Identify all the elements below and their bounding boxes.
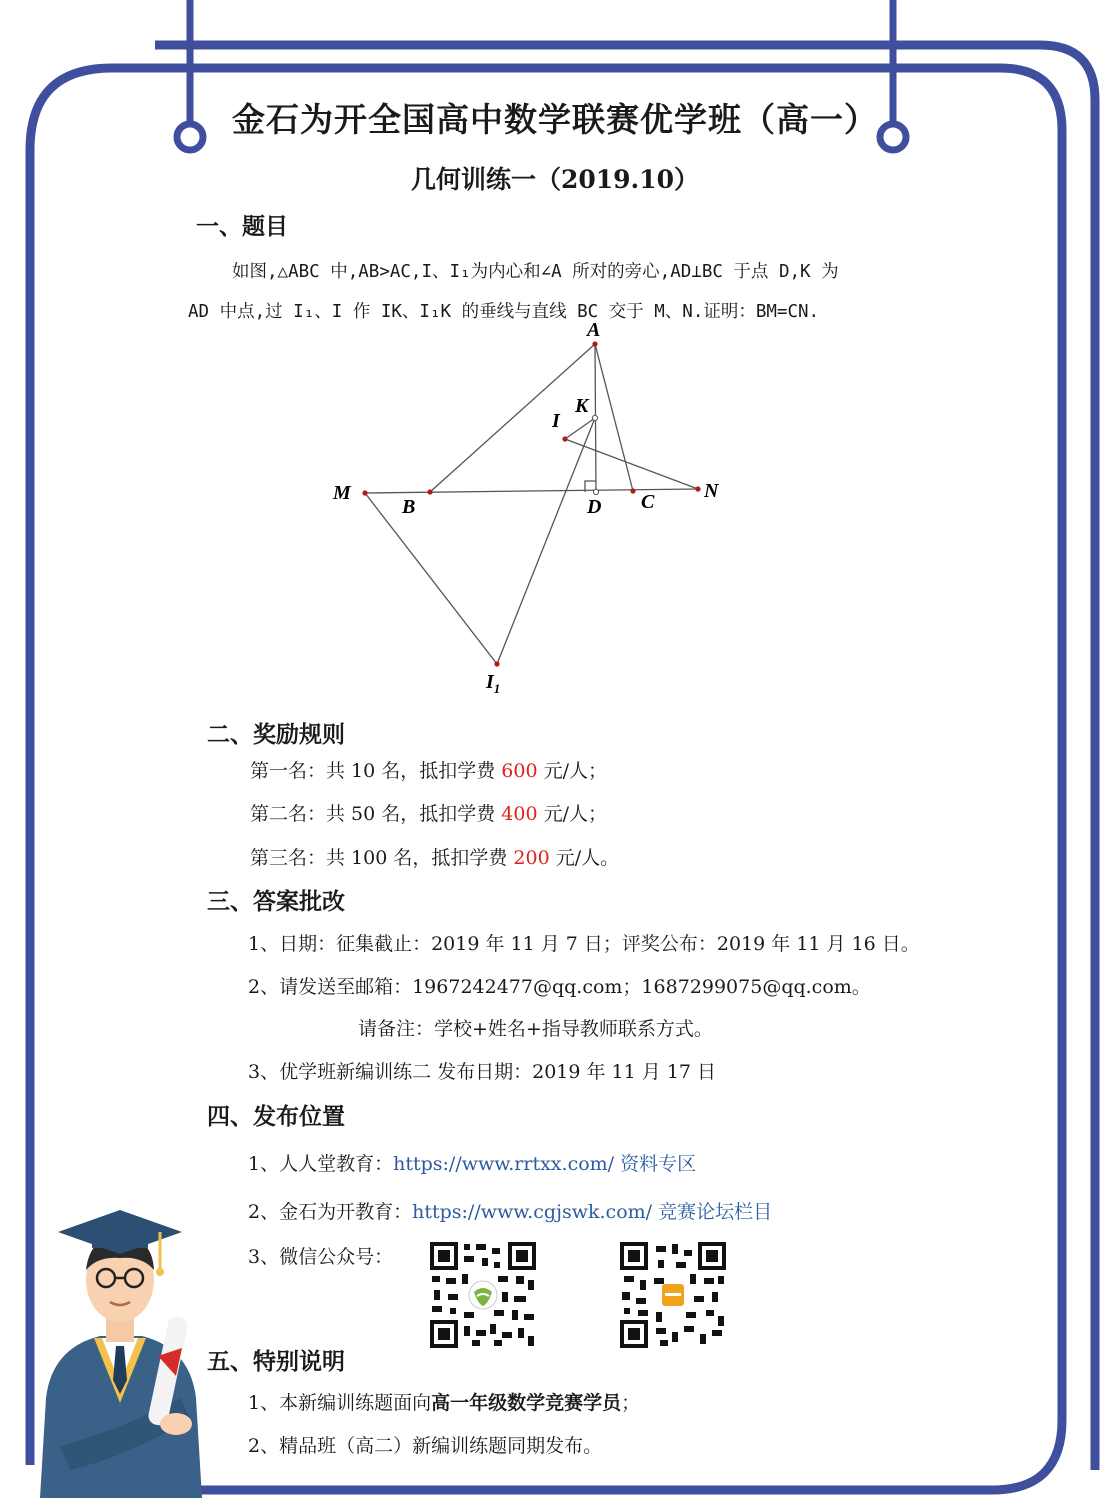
- point-d: [593, 489, 598, 494]
- problem-text-line1: 如图,△ABC 中,AB>AC,I、I₁为内心和∠A 所对的旁心,AD⊥BC 于点 D,K 为: [232, 262, 839, 282]
- segment-ac: [595, 344, 633, 491]
- label-c: C: [641, 491, 655, 513]
- reward-amount-2: 400: [501, 803, 538, 825]
- graduate-illustration: [30, 1198, 210, 1498]
- next-release-line: 3、优学班新编训练二 发布日期：2019 年 11 月 17 日: [248, 1061, 717, 1083]
- email-line: 2、请发送至邮箱：1967242477@qq.com；1687299075@qq.com。: [248, 976, 871, 998]
- section5-heading: 五、特别说明: [207, 1349, 345, 1375]
- label-a: A: [587, 319, 601, 341]
- label-n: N: [704, 480, 719, 502]
- point-a: [592, 341, 597, 346]
- section3-heading: 三、答案批改: [207, 889, 345, 915]
- problem-text-line2: AD 中点,过 I₁、I 作 IK、I₁K 的垂线与直线 BC 交于 M、N.证明：BM=CN.: [188, 302, 820, 322]
- reward-amount-1: 600: [501, 760, 538, 782]
- page-subtitle: 几何训练一（2019.10）: [410, 165, 700, 194]
- section1-heading: 一、题目: [196, 214, 288, 240]
- point-i: [562, 436, 567, 441]
- special-note-2: 2、精品班（高二）新编训练题同期发布。: [248, 1435, 603, 1457]
- point-i1: [494, 661, 499, 666]
- rrtxx-link[interactable]: https://www.rrtxx.com/: [393, 1153, 615, 1175]
- point-n: [695, 486, 700, 491]
- reward-row-3: 第三名：共 100 名，抵扣学费 200 元/人。: [250, 847, 620, 869]
- geometry-figure: [320, 315, 740, 700]
- cgjswk-link[interactable]: https://www.cgjswk.com/: [412, 1201, 653, 1223]
- label-b: B: [402, 496, 416, 518]
- point-k: [592, 415, 597, 420]
- label-i: I: [552, 410, 560, 432]
- segment-m-i1: [365, 493, 497, 664]
- reward-row-2: 第二名：共 50 名，抵扣学费 400 元/人；: [250, 803, 608, 825]
- section2-heading: 二、奖励规则: [207, 722, 345, 748]
- publish-location-2: 2、金石为开教育：https://www.cgjswk.com/ 竞赛论坛栏目: [248, 1201, 773, 1223]
- deadline-line: 1、日期：征集截止：2019 年 11 月 7 日；评奖公布：2019 年 11 月 16 日。: [248, 933, 920, 955]
- qr-code-rrtxx: [428, 1240, 538, 1350]
- note-line: 请备注：学校+姓名+指导教师联系方式。: [358, 1018, 713, 1040]
- point-c: [630, 488, 635, 493]
- reward-amount-3: 200: [513, 847, 550, 869]
- point-b: [427, 489, 432, 494]
- page-title: 金石为开全国高中数学联赛优学班（高一）: [232, 100, 878, 139]
- special-note-1: 1、本新编训练题面向高一年级数学竞赛学员；: [248, 1392, 641, 1414]
- label-i1: $I_1$: [486, 671, 501, 696]
- segment-ab: [430, 344, 595, 492]
- publish-location-1: 1、人人堂教育：https://www.rrtxx.com/ 资料专区: [248, 1153, 697, 1175]
- label-k: K: [575, 395, 589, 417]
- section4-heading: 四、发布位置: [207, 1104, 345, 1130]
- point-m: [362, 490, 367, 495]
- qr-code-cgjswk: [618, 1240, 728, 1350]
- reward-row-1: 第一名：共 10 名，抵扣学费 600 元/人；: [250, 760, 608, 782]
- label-d: D: [587, 496, 602, 518]
- label-m: M: [333, 482, 351, 504]
- segment-i1-k: [497, 418, 595, 664]
- wechat-label: 3、微信公众号：: [248, 1246, 394, 1268]
